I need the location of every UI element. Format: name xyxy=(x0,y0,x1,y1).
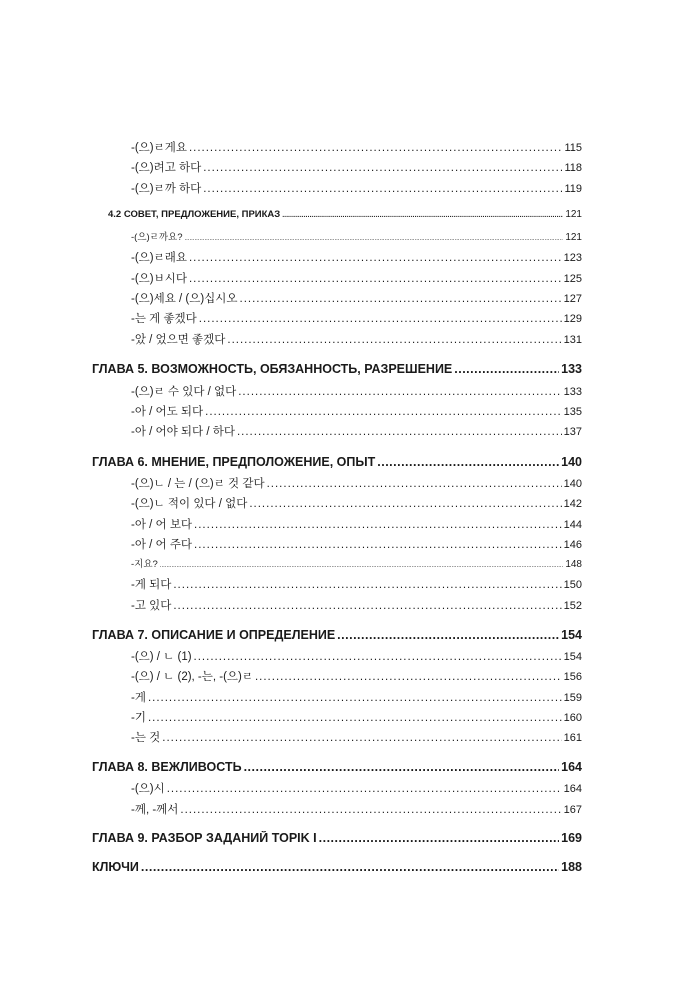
toc-chapter xyxy=(92,831,582,845)
toc-chapter xyxy=(92,628,582,642)
toc-page-number: 154 xyxy=(563,651,582,663)
toc-entry xyxy=(131,536,582,552)
toc-entry xyxy=(131,709,582,725)
toc-entry-label: ГЛАВА 6. МНЕНИЕ, ПРЕДПОЛОЖЕНИЕ, ОПЫТ xyxy=(92,455,376,469)
toc-page-number: 129 xyxy=(563,313,582,325)
toc-entry xyxy=(131,516,582,532)
toc-page-number: 150 xyxy=(563,579,582,591)
toc-page-number: 169 xyxy=(561,831,582,845)
toc-page-number: 154 xyxy=(561,628,582,642)
toc-page-number: 146 xyxy=(563,539,582,551)
toc-entry-label: -아 / 어 보다 xyxy=(131,519,193,531)
toc-chapter xyxy=(92,860,582,874)
toc-entry-label: -(으)세요 / (으)십시오 xyxy=(131,293,238,305)
dot-leader xyxy=(167,783,562,795)
toc-entry-label: -(으)시 xyxy=(131,783,165,795)
toc-page-number: 131 xyxy=(563,334,582,346)
toc-entry-label: -(으)ㄹ까 하다 xyxy=(131,183,202,195)
toc-entry-label: -(으)려고 하다 xyxy=(131,162,202,174)
dot-leader xyxy=(194,539,562,551)
toc-page-number: 123 xyxy=(563,252,582,264)
toc-entry xyxy=(131,780,582,796)
toc-entry xyxy=(131,689,582,705)
toc-entry-label: ГЛАВА 5. ВОЗМОЖНОСТЬ, ОБЯЗАННОСТЬ, РАЗРЕШЕНИЕ xyxy=(92,362,453,376)
dot-leader xyxy=(205,406,561,418)
toc-entry xyxy=(131,403,582,419)
toc-page-number: 133 xyxy=(563,386,582,398)
dot-leader xyxy=(194,651,562,663)
dot-leader xyxy=(173,579,561,591)
toc-page-number: 160 xyxy=(563,712,582,724)
toc-page-number: 148 xyxy=(565,559,582,570)
dot-leader xyxy=(267,478,562,490)
toc-entry xyxy=(131,249,582,265)
toc-entry-label: 4.2 СОВЕТ, ПРЕДЛОЖЕНИЕ, ПРИКАЗ xyxy=(108,209,281,220)
dot-leader xyxy=(237,426,562,438)
toc-entry-label: -는 게 좋겠다 xyxy=(131,313,197,325)
dot-leader xyxy=(203,183,562,195)
toc-page-number: 159 xyxy=(563,692,582,704)
toc-entry xyxy=(131,423,582,439)
toc-entry-label: -(으) / ㄴ (1) xyxy=(131,651,192,663)
toc-entry-label: -(으)ㄹ 수 있다 / 없다 xyxy=(131,386,237,398)
toc-entry-label: -지요? xyxy=(131,559,158,570)
toc-entry-label: -(으)ㄹ게요 xyxy=(131,142,187,154)
toc-entry-label: -(으)ㄴ 적이 있다 / 없다 xyxy=(131,498,248,510)
dot-leader xyxy=(255,671,562,683)
toc-entry-label: -(으)ㅂ시다 xyxy=(131,273,187,285)
toc-entry-label: КЛЮЧИ xyxy=(92,860,139,874)
toc-page-number: 119 xyxy=(564,183,582,195)
dot-leader xyxy=(227,334,561,346)
dot-leader xyxy=(173,600,561,612)
dot-leader xyxy=(148,712,562,724)
toc-entry-label: -아 / 어 주다 xyxy=(131,539,193,551)
toc-entry-label: -았 / 었으면 좋겠다 xyxy=(131,334,226,346)
toc-page-number: 121 xyxy=(565,232,582,243)
dot-leader xyxy=(337,628,559,642)
toc-entry-label: -게 xyxy=(131,692,146,704)
toc-page-number: 137 xyxy=(563,426,582,438)
toc-entry xyxy=(131,229,582,243)
toc-entry-label: -는 것 xyxy=(131,732,161,744)
dot-leader xyxy=(240,293,562,305)
toc-entry xyxy=(131,648,582,664)
toc-chapter xyxy=(92,362,582,376)
dot-leader xyxy=(249,498,561,510)
toc-page-number: 118 xyxy=(564,162,582,174)
dot-leader xyxy=(238,386,561,398)
dot-leader xyxy=(162,732,561,744)
toc-page-number: 127 xyxy=(563,293,582,305)
toc-entry xyxy=(131,310,582,326)
toc-page-number: 115 xyxy=(564,142,582,154)
dot-leader xyxy=(203,162,562,174)
toc-page-number: 142 xyxy=(563,498,582,510)
toc-entry xyxy=(131,668,582,684)
dot-leader xyxy=(184,236,563,242)
toc-entry xyxy=(131,290,582,306)
toc-page-number: 135 xyxy=(563,406,582,418)
toc-section xyxy=(108,209,582,220)
toc-chapter xyxy=(92,760,582,774)
toc-page-number: 188 xyxy=(561,860,582,874)
dot-leader xyxy=(194,519,562,531)
toc-chapter xyxy=(92,455,582,469)
toc-entry xyxy=(131,576,582,592)
dot-leader xyxy=(454,362,559,376)
toc-page-number: 140 xyxy=(561,455,582,469)
toc-entry xyxy=(131,383,582,399)
toc-entry-label: -(으)ㄹ까요? xyxy=(131,232,183,243)
dot-leader xyxy=(199,313,562,325)
toc-page-number: 161 xyxy=(563,732,582,744)
toc-page-number: 121 xyxy=(565,209,582,220)
toc-entry xyxy=(131,159,582,175)
toc-entry xyxy=(131,556,582,570)
toc-page-number: 133 xyxy=(561,362,582,376)
toc-entry-label: -(으)ㄴ / 는 / (으)ㄹ 것 같다 xyxy=(131,478,265,490)
toc-page-number: 164 xyxy=(563,783,582,795)
toc-entry xyxy=(131,729,582,745)
dot-leader xyxy=(282,212,563,219)
dot-leader xyxy=(160,563,564,569)
toc-page-number: 152 xyxy=(563,600,582,612)
dot-leader xyxy=(189,252,562,264)
toc-entry xyxy=(131,597,582,613)
toc-entry-label: -게 되다 xyxy=(131,579,172,591)
toc-entry-label: -(으)ㄹ래요 xyxy=(131,252,187,264)
toc-entry xyxy=(131,331,582,347)
dot-leader xyxy=(189,273,562,285)
toc-entry-label: ГЛАВА 7. ОПИСАНИЕ И ОПРЕДЕЛЕНИЕ xyxy=(92,628,336,642)
toc-entry-label: ГЛАВА 9. РАЗБОР ЗАДАНИЙ TOPIK I xyxy=(92,831,317,845)
toc-entry xyxy=(131,495,582,511)
dot-leader xyxy=(148,692,562,704)
toc-entry xyxy=(131,270,582,286)
toc-entry-label: -(으) / ㄴ (2), -는, -(으)ㄹ xyxy=(131,671,253,683)
dot-leader xyxy=(319,831,560,845)
toc-page-number: 167 xyxy=(563,804,582,816)
toc-entry-label: -아 / 어야 되다 / 하다 xyxy=(131,426,235,438)
toc-entry-label: ГЛАВА 8. ВЕЖЛИВОСТЬ xyxy=(92,760,242,774)
toc-entry xyxy=(131,475,582,491)
toc-page-number: 140 xyxy=(563,478,582,490)
dot-leader xyxy=(244,760,560,774)
toc-page-number: 144 xyxy=(563,519,582,531)
toc-entry xyxy=(131,180,582,196)
dot-leader xyxy=(377,455,559,469)
dot-leader xyxy=(141,860,559,874)
toc-entry-label: -고 있다 xyxy=(131,600,172,612)
toc-page-number: 164 xyxy=(561,760,582,774)
dot-leader xyxy=(180,804,561,816)
dot-leader xyxy=(189,142,563,154)
toc-entry-label: -아 / 어도 되다 xyxy=(131,406,204,418)
toc-entry xyxy=(131,801,582,817)
toc-entry-label: -기 xyxy=(131,712,146,724)
toc-entry xyxy=(131,139,582,155)
toc-page-number: 156 xyxy=(563,671,582,683)
toc-entry-label: -께, -께서 xyxy=(131,804,179,816)
toc-page-number: 125 xyxy=(563,273,582,285)
